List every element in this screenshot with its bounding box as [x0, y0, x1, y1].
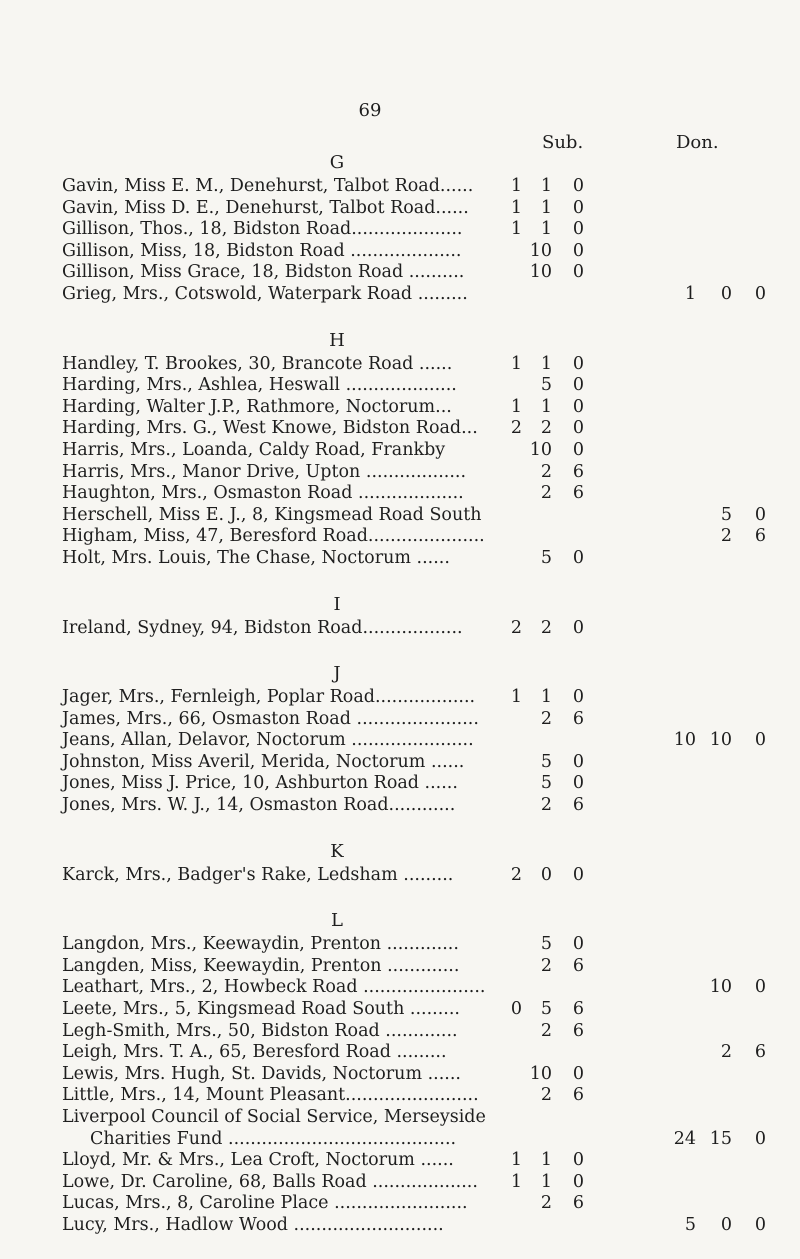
list-item: [62, 483, 762, 505]
don-amount: 1: [684, 283, 696, 304]
sub-amount: 5: [540, 999, 552, 1020]
section-letter: I: [333, 593, 341, 615]
entry-name: Johnston, Miss Averil, Merida, Noctorum ......: [62, 751, 465, 772]
sub-amount: 1: [540, 219, 552, 240]
entry-name: Gillison, Miss Grace, 18, Bidston Road ..........: [62, 262, 465, 283]
list-item: [62, 730, 766, 752]
list-item: [62, 262, 762, 284]
entry-name: Gillison, Miss, 18, Bidston Road ....................: [62, 240, 462, 261]
section-letter: K: [330, 840, 344, 862]
list-item: [62, 618, 762, 640]
sub-amount: 0: [572, 1171, 584, 1192]
entry-name: Legh-Smith, Mrs., 50, Bidston Road .............: [62, 1020, 458, 1041]
entry-name: Jones, Mrs. W. J., 14, Osmaston Road............: [62, 795, 456, 816]
subscriber-list: [62, 150, 766, 1259]
sub-amount: 6: [572, 483, 584, 504]
list-item: [62, 397, 762, 419]
sub-amount: 0: [572, 375, 584, 396]
list-item: [62, 1214, 766, 1237]
don-amount: 10: [709, 730, 732, 751]
list-item: [62, 977, 766, 999]
sub-amount: 5: [540, 375, 552, 396]
sub-amount: 6: [572, 708, 584, 729]
sub-amount: 0: [572, 197, 584, 218]
entry-name: Gavin, Miss E. M., Denehurst, Talbot Road......: [62, 176, 474, 196]
entry-name: Jeans, Allan, Delavor, Noctorum ......................: [62, 730, 474, 751]
entry-name: Jones, Miss J. Price, 10, Ashburton Road ......: [62, 773, 458, 794]
sub-amount: 2: [540, 483, 552, 504]
list-item: [62, 219, 762, 241]
don-amount: 0: [754, 1214, 766, 1235]
list-item: [62, 1085, 762, 1107]
don-amount: 10: [673, 730, 696, 751]
list-item: [62, 241, 762, 263]
section-g: [62, 150, 766, 306]
list-item: [62, 795, 762, 817]
entry-name: Liverpool Council of Social Service, Merseyside: [62, 1107, 486, 1127]
list-item: [62, 548, 762, 570]
entry-name: Herschell, Miss E. J., 8, Kingsmead Road South: [62, 504, 482, 525]
don-amount: 24: [673, 1128, 696, 1149]
sub-amount: 2: [540, 1193, 552, 1214]
don-amount: 0: [720, 283, 732, 304]
list-item: [62, 752, 762, 774]
section-letter: J: [333, 663, 341, 685]
sub-amount: 2: [540, 955, 552, 976]
section-letter: G: [329, 152, 345, 173]
sub-amount: 1: [510, 1171, 522, 1192]
sub-amount: 1: [540, 197, 552, 218]
list-item: [62, 354, 762, 376]
sub-amount: 6: [572, 999, 584, 1020]
sub-amount: 0: [510, 999, 522, 1020]
list-item: [62, 709, 762, 731]
entry-name: Harding, Mrs., Ashlea, Heswall ....................: [62, 375, 457, 396]
sub-amount: 2: [510, 418, 522, 439]
entry-name: Lucas, Mrs., 8, Caroline Place ........................: [62, 1193, 468, 1214]
sub-amount: 6: [572, 795, 584, 816]
sub-amount: 1: [540, 1150, 552, 1171]
list-item: [62, 176, 762, 198]
sub-amount: 1: [540, 1171, 552, 1192]
don-amount: 0: [754, 977, 766, 998]
sub-amount: 0: [572, 439, 584, 460]
page-number: 69: [358, 100, 382, 121]
sub-amount: 1: [510, 176, 522, 196]
don-amount: 5: [720, 504, 732, 525]
sub-amount: 5: [540, 547, 552, 568]
don-amount: 0: [754, 1128, 766, 1149]
list-item: [62, 687, 762, 709]
don-amount: 2: [720, 1042, 732, 1063]
sub-amount: 0: [572, 773, 584, 794]
sub-amount: 6: [572, 1193, 584, 1214]
sub-amount: 0: [572, 176, 584, 196]
entry-name: Harris, Mrs., Manor Drive, Upton ..................: [62, 461, 467, 482]
list-item: [62, 1042, 766, 1064]
list-item: [62, 773, 762, 795]
sub-amount: 0: [572, 418, 584, 439]
sub-amount: 1: [540, 176, 552, 196]
section-letter: L: [331, 910, 343, 932]
entry-name: Grieg, Mrs., Cotswold, Waterpark Road .........: [62, 283, 468, 304]
don-amount: 2: [720, 526, 732, 547]
sub-amount: 0: [572, 240, 584, 261]
sub-amount: 10: [529, 439, 552, 460]
list-item: [62, 934, 762, 956]
list-item: [62, 1064, 762, 1086]
don-amount: 6: [754, 1042, 766, 1063]
sub-amount: 1: [540, 396, 552, 417]
list-item: [62, 999, 762, 1021]
sub-amount: 6: [572, 1020, 584, 1041]
sub-amount: 0: [572, 1150, 584, 1171]
list-item: [62, 526, 766, 548]
sub-amount: 1: [510, 353, 522, 374]
entry-name: Jager, Mrs., Fernleigh, Poplar Road..................: [62, 687, 476, 708]
sub-amount: 0: [572, 547, 584, 568]
sub-amount: 5: [540, 773, 552, 794]
sub-amount: 0: [572, 617, 584, 638]
entry-name: Holt, Mrs. Louis, The Chase, Noctorum ......: [62, 547, 450, 568]
sub-amount: 10: [529, 1063, 552, 1084]
sub-amount: 2: [540, 1020, 552, 1041]
sub-amount: 1: [510, 396, 522, 417]
sub-amount: 1: [510, 197, 522, 218]
sub-amount: 10: [529, 262, 552, 283]
sub-amount: 0: [572, 864, 584, 885]
sub-amount: 5: [540, 934, 552, 955]
sub-amount: 2: [510, 864, 522, 885]
list-item: [62, 956, 762, 978]
section-j: [62, 661, 766, 817]
entry-name: Lewis, Mrs. Hugh, St. Davids, Noctorum ......: [62, 1063, 461, 1084]
section-l: [62, 908, 766, 1236]
entry-name: Little, Mrs., 14, Mount Pleasant........................: [62, 1085, 479, 1106]
sub-amount: 0: [572, 751, 584, 772]
sub-amount: 0: [572, 219, 584, 240]
entry-name: Gavin, Miss D. E., Denehurst, Talbot Road......: [62, 197, 469, 218]
list-item: [62, 418, 762, 440]
list-item: [62, 198, 762, 220]
entry-name: James, Mrs., 66, Osmaston Road ......................: [62, 708, 479, 729]
entry-name: Higham, Miss, 47, Beresford Road.....................: [62, 526, 485, 547]
sub-amount: 0: [572, 353, 584, 374]
sub-amount: 1: [540, 353, 552, 374]
don-amount: 0: [720, 1214, 732, 1235]
sub-amount: 10: [529, 240, 552, 261]
entry-name: Leigh, Mrs. T. A., 65, Beresford Road .........: [62, 1042, 447, 1063]
sub-amount: 0: [572, 687, 584, 708]
don-amount: 0: [754, 283, 766, 304]
sub-amount: 0: [572, 934, 584, 955]
section-i: [62, 592, 762, 640]
sub-amount: 0: [572, 396, 584, 417]
list-item: [62, 1172, 762, 1194]
list-item: [62, 1193, 762, 1215]
entry-name: Harding, Mrs. G., West Knowe, Bidston Road...: [62, 418, 478, 439]
sub-amount: 2: [540, 461, 552, 482]
entry-name: Karck, Mrs., Badger's Rake, Ledsham .........: [62, 864, 454, 885]
list-item: [62, 1128, 766, 1151]
sub-amount: 2: [540, 708, 552, 729]
entry-name: Ireland, Sydney, 94, Bidston Road..................: [62, 617, 463, 638]
sub-amount: 1: [540, 687, 552, 708]
entry-name: Lucy, Mrs., Hadlow Wood ...........................: [62, 1214, 444, 1235]
sub-amount: 6: [572, 1085, 584, 1106]
entry-name: Langdon, Mrs., Keewaydin, Prenton .............: [62, 934, 459, 955]
entry-name: Langden, Miss, Keewaydin, Prenton .............: [62, 955, 460, 976]
section-h: [62, 328, 766, 570]
entry-name: Leete, Mrs., 5, Kingsmead Road South .........: [62, 999, 460, 1020]
sub-amount: 1: [510, 1150, 522, 1171]
section-k: [62, 839, 762, 887]
sub-amount: 0: [572, 262, 584, 283]
don-amount: 0: [754, 730, 766, 751]
entry-name: Haughton, Mrs., Osmaston Road ...................: [62, 483, 464, 504]
list-item: [62, 1021, 762, 1043]
entry-name: Harris, Mrs., Loanda, Caldy Road, Frankby: [62, 439, 446, 460]
list-item: [62, 462, 762, 484]
entry-name: Gillison, Thos., 18, Bidston Road....................: [62, 219, 463, 240]
list-item: [62, 504, 766, 527]
entry-name: Lowe, Dr. Caroline, 68, Balls Road ...................: [62, 1171, 478, 1192]
don-amount: 0: [754, 504, 766, 525]
entry-name: Handley, T. Brookes, 30, Brancote Road ......: [62, 353, 453, 374]
don-amount: 6: [754, 526, 766, 547]
list-item: [62, 1150, 762, 1172]
list-item: [62, 1107, 762, 1129]
sub-amount: 2: [510, 617, 522, 638]
don-amount: 10: [709, 977, 732, 998]
list-item: [62, 865, 762, 887]
entry-name: Lloyd, Mr. & Mrs., Lea Croft, Noctorum ......: [62, 1150, 454, 1171]
list-item: [62, 283, 766, 306]
entry-name: Leathart, Mrs., 2, Howbeck Road ......................: [62, 977, 486, 998]
sub-amount: 2: [540, 795, 552, 816]
sub-amount: 1: [510, 687, 522, 708]
sub-amount: 2: [540, 1085, 552, 1106]
list-item: [62, 375, 762, 397]
sub-column-header: Sub.: [542, 132, 584, 153]
sub-amount: 6: [572, 461, 584, 482]
sub-amount: 5: [540, 751, 552, 772]
list-item: [62, 440, 762, 462]
section-letter: H: [329, 329, 345, 351]
sub-amount: 6: [572, 955, 584, 976]
sub-amount: 0: [540, 864, 552, 885]
don-amount: 15: [709, 1128, 732, 1149]
entry-name: Harding, Walter J.P., Rathmore, Noctorum...: [62, 396, 452, 417]
sub-amount: 2: [540, 418, 552, 439]
entry-name: Charities Fund .........................................: [90, 1128, 457, 1149]
sub-amount: 0: [572, 1063, 584, 1084]
sub-amount: 1: [510, 219, 522, 240]
don-column-header: Don.: [676, 132, 719, 153]
sub-amount: 2: [540, 617, 552, 638]
don-amount: 5: [684, 1214, 696, 1235]
